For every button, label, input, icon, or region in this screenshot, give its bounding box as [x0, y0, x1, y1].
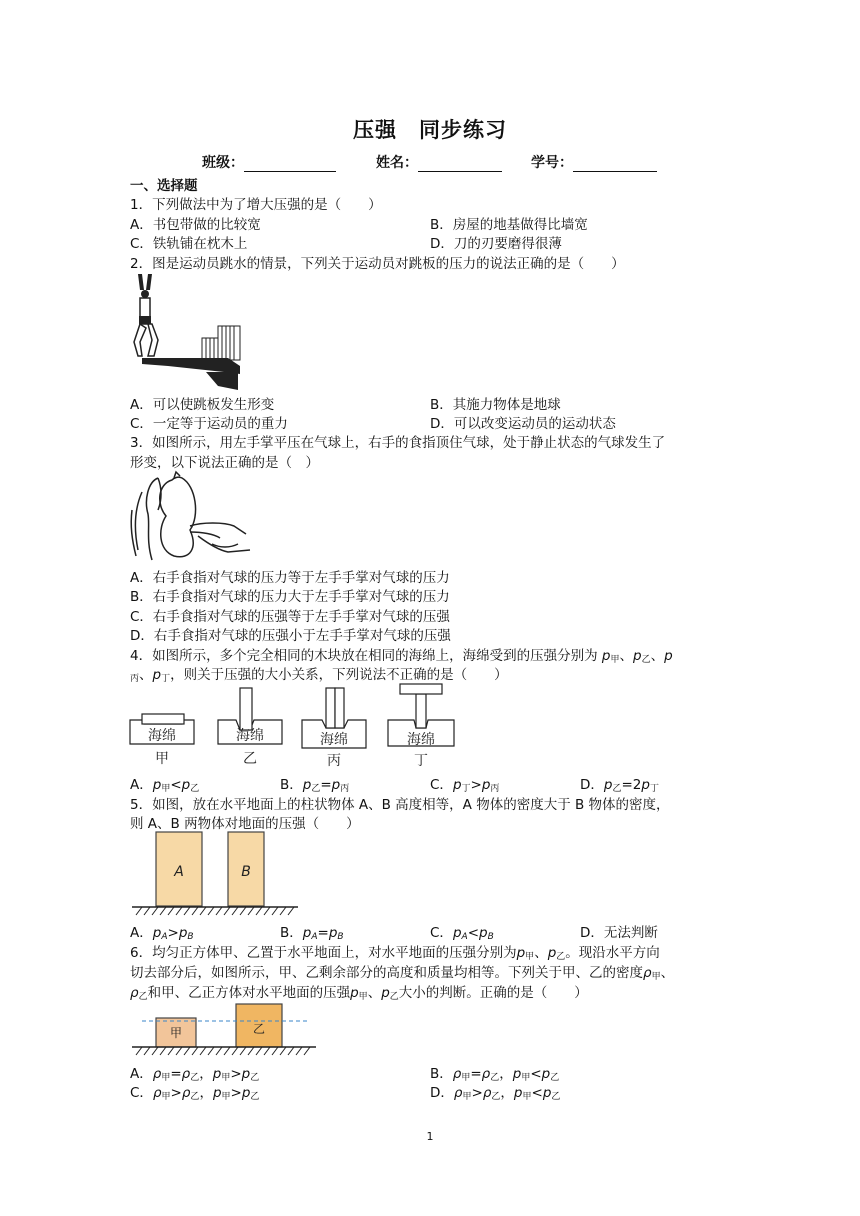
subscript-jia: 甲: [610, 655, 620, 665]
p-symbol: p: [328, 925, 338, 941]
subscript-yi: 乙: [641, 655, 651, 665]
q4-stem-line2: [130, 663, 508, 684]
subscript-yi: 乙: [389, 992, 399, 1002]
subscript-yi: 乙: [311, 784, 321, 794]
q3-stem-line1: 3．如图所示，用左手掌平压在气球上，右手的食指顶住气球，处于静止状态的气球发生了: [130, 435, 666, 451]
q3-option-a: A．右手食指对气球的压力等于左手手掌对气球的压力: [130, 570, 450, 586]
subscript-yi: 乙: [250, 1073, 260, 1083]
p-symbol: p: [302, 925, 312, 941]
subscript-jia: 甲: [461, 1073, 471, 1083]
rho-symbol: ρ: [152, 1066, 162, 1082]
separator: 、: [139, 667, 153, 683]
sponge-label-ding: 海绵: [407, 732, 435, 748]
q6-stem-line3: [130, 981, 588, 1002]
subscript-yi: 乙: [190, 1073, 200, 1083]
subscript-b: B: [487, 932, 494, 942]
p-symbol: p: [302, 777, 312, 793]
relation: >: [471, 1085, 483, 1101]
section-heading: 一、选择题: [130, 178, 198, 194]
class-label: 班级：: [202, 155, 244, 171]
separator: 、: [534, 945, 548, 961]
class-field: [202, 152, 336, 172]
rho-symbol: ρ: [453, 1085, 463, 1101]
q5-option-c: [430, 921, 494, 942]
separator: ，: [199, 1085, 213, 1101]
rho-symbol: ρ: [643, 965, 652, 981]
q1-option-a: A．书包带做的比较宽: [130, 217, 261, 233]
page-title: 压强 同步练习: [353, 118, 507, 142]
subscript-yi: 乙: [190, 1092, 200, 1102]
relation: =2: [621, 777, 642, 793]
relation: >: [170, 1085, 182, 1101]
p-symbol: p: [481, 777, 491, 793]
p-symbol: p: [331, 777, 341, 793]
p-symbol: p: [452, 777, 462, 793]
separator: 、: [619, 648, 633, 664]
q2-option-d: D．可以改变运动员的运动状态: [430, 416, 616, 432]
q5-option-d: D．无法判断: [580, 925, 658, 941]
figure-label-yi: 乙: [243, 751, 257, 767]
p-symbol: p: [641, 777, 650, 793]
q6-stem-text: 。现沿水平方向: [565, 945, 660, 961]
option-letter: B．: [280, 777, 303, 793]
cube-yi-label: 乙: [252, 1022, 266, 1036]
p-symbol: p: [664, 648, 673, 664]
subscript-yi: 乙: [612, 784, 622, 794]
subscript-jia: 甲: [651, 972, 661, 982]
subscript-jia: 甲: [521, 1073, 531, 1083]
q4-option-c: [430, 773, 499, 794]
subscript-a: A: [161, 932, 168, 942]
figure-label-jia: 甲: [155, 751, 169, 767]
relation: <: [170, 777, 182, 793]
subscript-bing: 丙: [490, 784, 500, 794]
option-letter: A．: [130, 1066, 153, 1082]
name-field: [376, 152, 502, 172]
q3-stem-line2: 形变，以下说法正确的是（ ）: [130, 455, 319, 471]
subscript-bing: 丙: [130, 674, 140, 684]
p-symbol: p: [241, 1066, 251, 1082]
q1-option-b: B．房屋的地基做得比墙宽: [430, 217, 588, 233]
cubes-figure: [128, 1000, 320, 1060]
rho-symbol: ρ: [152, 1085, 162, 1101]
sponge-label-bing: 海绵: [320, 732, 348, 748]
relation: >: [167, 925, 179, 941]
q5-option-b: [280, 921, 344, 942]
p-symbol: p: [152, 667, 162, 683]
class-blank: [244, 157, 336, 172]
q2-stem: 2．图是运动员跳水的情景，下列关于运动员对跳板的压力的说法正确的是（ ）: [130, 256, 625, 272]
p-symbol: p: [542, 1085, 552, 1101]
sponge-label-jia: 海绵: [148, 728, 176, 744]
sponge-figures: [128, 682, 460, 770]
q5-stem-line1: 5．如图，放在水平地面上的柱状物体 A、B 高度相等，A 物体的密度大于 B 物体的密度，: [130, 797, 670, 813]
q6-option-b: [430, 1062, 559, 1083]
subscript-yi: 乙: [250, 1092, 260, 1102]
q3-option-b: B．右手食指对气球的压力大于左手手掌对气球的压力: [130, 589, 450, 605]
figure-label-bing: 丙: [327, 753, 341, 769]
page-number: 1: [426, 1130, 434, 1143]
separator: 、: [367, 985, 382, 1001]
id-blank: [573, 157, 657, 172]
q5-stem-line2: 则 A、B 两物体对地面的压强（ ）: [130, 816, 360, 832]
p-symbol: p: [601, 648, 611, 664]
subscript-yi: 乙: [550, 1073, 560, 1083]
pillars-figure: [128, 830, 300, 918]
option-letter: C．: [130, 1085, 153, 1101]
subscript-jia: 甲: [161, 1073, 171, 1083]
separator: 、: [660, 965, 675, 981]
q6-stem-text: 6．均匀正方体甲、乙置于水平地面上，对水平地面的压强分别为: [130, 945, 517, 961]
q4-stem-text: ，则关于压强的大小关系，下列说法不正确的是（ ）: [170, 667, 508, 683]
subscript-ding: 丁: [649, 784, 659, 794]
p-symbol: p: [181, 777, 191, 793]
subscript-yi: 乙: [190, 784, 200, 794]
subscript-b: B: [337, 932, 344, 942]
cube-jia-label: 甲: [169, 1026, 183, 1040]
name-blank: [418, 157, 502, 172]
p-symbol: p: [632, 648, 642, 664]
figure-label-ding: 丁: [414, 753, 428, 769]
q3-option-d: D．右手食指对气球的压强小于左手手掌对气球的压强: [130, 628, 451, 644]
subscript-jia: 甲: [221, 1092, 231, 1102]
subscript-jia: 甲: [221, 1073, 231, 1083]
p-symbol: p: [452, 925, 462, 941]
name-label: 姓名：: [376, 155, 418, 171]
subscript-jia: 甲: [525, 952, 535, 962]
option-letter: A．: [130, 777, 153, 793]
subscript-jia: 甲: [462, 1092, 472, 1102]
option-letter: B．: [430, 1066, 453, 1082]
relation: =: [170, 1066, 182, 1082]
subscript-ding: 丁: [461, 784, 471, 794]
id-field: [531, 152, 657, 172]
rho-symbol: ρ: [481, 1066, 491, 1082]
subscript-b: B: [187, 932, 194, 942]
subscript-ding: 丁: [161, 674, 171, 684]
subscript-yi: 乙: [138, 992, 148, 1002]
p-symbol: p: [381, 985, 390, 1001]
q4-stem-text: 4．如图所示，多个完全相同的木块放在相同的海绵上，海绵受到的压强分别为: [130, 648, 598, 664]
rho-symbol: ρ: [482, 1085, 492, 1101]
option-letter: C．: [430, 777, 453, 793]
q4-option-b: [280, 773, 349, 794]
q6-stem-line1: [130, 941, 660, 962]
subscript-a: A: [461, 932, 468, 942]
p-symbol: p: [513, 1085, 523, 1101]
q6-stem-line2: [130, 961, 674, 982]
p-symbol: p: [350, 985, 359, 1001]
separator: ，: [500, 1085, 514, 1101]
subscript-jia: 甲: [161, 784, 171, 794]
q4-option-a: [130, 773, 199, 794]
q6-stem-text: 和甲、乙正方体对水平地面的压强: [147, 985, 351, 1001]
separator: ，: [199, 1066, 213, 1082]
separator: ，: [499, 1066, 513, 1082]
relation: <: [531, 1085, 543, 1101]
subscript-bing: 丙: [340, 784, 350, 794]
relation: =: [317, 925, 329, 941]
subscript-yi: 乙: [551, 1092, 561, 1102]
p-symbol: p: [152, 925, 162, 941]
rho-symbol: ρ: [181, 1085, 191, 1101]
q2-option-b: B．其施力物体是地球: [430, 397, 561, 413]
p-symbol: p: [212, 1085, 222, 1101]
q1-option-c: C．铁轨铺在枕木上: [130, 236, 248, 252]
option-letter: D．: [580, 777, 604, 793]
q6-stem-text: 切去部分后，如图所示，甲、乙剩余部分的高度和质量均相等。下列关于甲、乙的密度: [130, 965, 643, 981]
p-symbol: p: [241, 1085, 251, 1101]
p-symbol: p: [152, 777, 162, 793]
subscript-a: A: [311, 932, 318, 942]
diver-figure: [128, 270, 248, 392]
q1-option-d: D．刀的刃要磨得很薄: [430, 236, 562, 252]
option-letter: A．: [130, 925, 153, 941]
subscript-jia: 甲: [522, 1092, 532, 1102]
relation: <: [530, 1066, 542, 1082]
subscript-jia: 甲: [358, 992, 368, 1002]
relation: >: [470, 777, 482, 793]
relation: =: [470, 1066, 482, 1082]
relation: =: [320, 777, 332, 793]
p-symbol: p: [178, 925, 188, 941]
p-symbol: p: [516, 945, 526, 961]
sponge-label-yi: 海绵: [236, 728, 264, 744]
q4-option-d: [580, 773, 659, 794]
relation: <: [467, 925, 479, 941]
p-symbol: p: [603, 777, 613, 793]
q6-stem-text: 大小的判断。正确的是（ ）: [398, 985, 588, 1001]
subscript-jia: 甲: [161, 1092, 171, 1102]
rho-symbol: ρ: [181, 1066, 191, 1082]
q6-option-d: [430, 1081, 560, 1102]
option-letter: C．: [430, 925, 453, 941]
q1-stem: 1．下列做法中为了增大压强的是（ ）: [130, 197, 382, 213]
rho-symbol: ρ: [452, 1066, 462, 1082]
balloon-hands-figure: [128, 470, 253, 562]
p-symbol: p: [212, 1066, 222, 1082]
subscript-yi: 乙: [490, 1073, 500, 1083]
q2-option-c: C．一定等于运动员的重力: [130, 416, 288, 432]
rho-symbol: ρ: [130, 985, 139, 1001]
id-label: 学号：: [531, 155, 573, 171]
relation: >: [230, 1066, 242, 1082]
q5-option-a: [130, 921, 194, 942]
p-symbol: p: [547, 945, 557, 961]
option-letter: B．: [280, 925, 303, 941]
p-symbol: p: [512, 1066, 522, 1082]
pillar-b-label: B: [241, 864, 251, 880]
p-symbol: p: [541, 1066, 551, 1082]
q2-option-a: A．可以使跳板发生形变: [130, 397, 275, 413]
relation: >: [230, 1085, 242, 1101]
q3-option-c: C．右手食指对气球的压强等于左手手掌对气球的压强: [130, 609, 450, 625]
subscript-yi: 乙: [491, 1092, 501, 1102]
q6-option-a: [130, 1062, 259, 1083]
option-letter: D．: [430, 1085, 454, 1101]
separator: 、: [650, 648, 665, 664]
q6-option-c: [130, 1081, 259, 1102]
p-symbol: p: [479, 925, 488, 941]
subscript-yi: 乙: [556, 952, 566, 962]
pillar-a-label: A: [174, 864, 184, 880]
q4-stem-line1: [130, 644, 673, 665]
